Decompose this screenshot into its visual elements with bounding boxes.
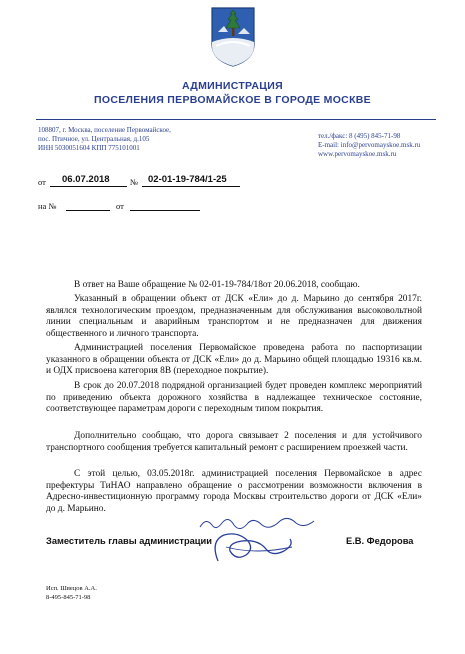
org-name-line1: АДМИНИСТРАЦИЯ <box>182 80 283 92</box>
number-underline <box>142 186 240 187</box>
executor-phone: 8-495-845-71-98 <box>46 594 91 601</box>
paragraph-1: В ответ на Ваше обращение № 02-01-19-784/18от 20.06.2018, сообщаю. <box>74 280 360 290</box>
handwritten-signature <box>196 511 336 569</box>
contacts-right <box>318 132 420 160</box>
date-underline <box>50 186 127 187</box>
executor-info <box>46 584 97 602</box>
signatory-name: Е.В. Федорова <box>346 536 414 546</box>
date-label: от <box>38 177 46 187</box>
phone-fax: тел./факс: 8 (495) 845-71-98 <box>318 132 401 140</box>
reply-number-label: на № <box>38 201 57 211</box>
letter-date: 06.07.2018 <box>62 174 110 185</box>
paragraph-2: Указанный в обращении объект от ДСК «Ели» до д. Марьино до сентября 2017г. являлся технологическим проездом, предназначенным для обслуживания высоковольтной линии специальным и аварийным транспортом и не предназначен для движения общественного и личного транспорта. <box>46 294 422 339</box>
address-line: пос. Птичное, ул. Центральная, д.105 <box>38 135 150 144</box>
paragraph-4: В срок до 20.07.2018 подрядной организацией будет проведен комплекс мероприятий по приведению объекта дорожного хозяйства в надлежащее техническое состояние, соответствующее параметрам дороги с переходным типом покрытия. <box>46 381 422 415</box>
contacts-left <box>38 126 171 154</box>
email: E-mail: info@pervomayskoe.msk.ru <box>318 141 421 150</box>
reply-number-underline <box>66 210 110 211</box>
executor-name: Исп. Швецов А.А. <box>46 585 97 592</box>
paragraph-3: Администрацией поселения Первомайское проведена работа по паспортизации указанного в обращении объекта от ДСК «Ели» до д. Марьино общей площадью 19316 кв.м. и ОДХ присвоена категория 8В (переходное покрытие). <box>46 343 422 377</box>
address-line: 108807, г. Москва, поселение Первомайское, <box>38 126 171 134</box>
letter-number: 02-01-19-784/1-25 <box>148 174 227 185</box>
coat-of-arms-emblem <box>210 6 256 68</box>
reply-date-underline <box>130 210 200 211</box>
header-divider <box>36 119 436 120</box>
reply-date-label: от <box>116 201 124 211</box>
website: www.pervomayskoe.msk.ru <box>318 150 397 159</box>
signatory-title: Заместитель главы администрации <box>46 536 212 546</box>
tax-ids: ИНН 5030051604 КПП 775101001 <box>38 144 140 153</box>
paragraph-5: Дополнительно сообщаю, что дорога связывает 2 поселения и для устойчивого транспортного сообщения требуется капитальный ремонт с расширением проезжей части. <box>46 431 422 453</box>
number-label: № <box>130 177 139 187</box>
org-name-line2: ПОСЕЛЕНИЯ ПЕРВОМАЙСКОЕ В ГОРОДЕ МОСКВЕ <box>94 94 371 106</box>
paragraph-6: С этой целью, 03.05.2018г. администрацией поселения Первомайское в адрес префектуры ТиНАО направлено обращение о рассмотрении возможности включения в Адресно-инвестиционную программу города Москвы строительство дороги от ДСК «Ели» до д. Марьино. <box>46 469 422 514</box>
